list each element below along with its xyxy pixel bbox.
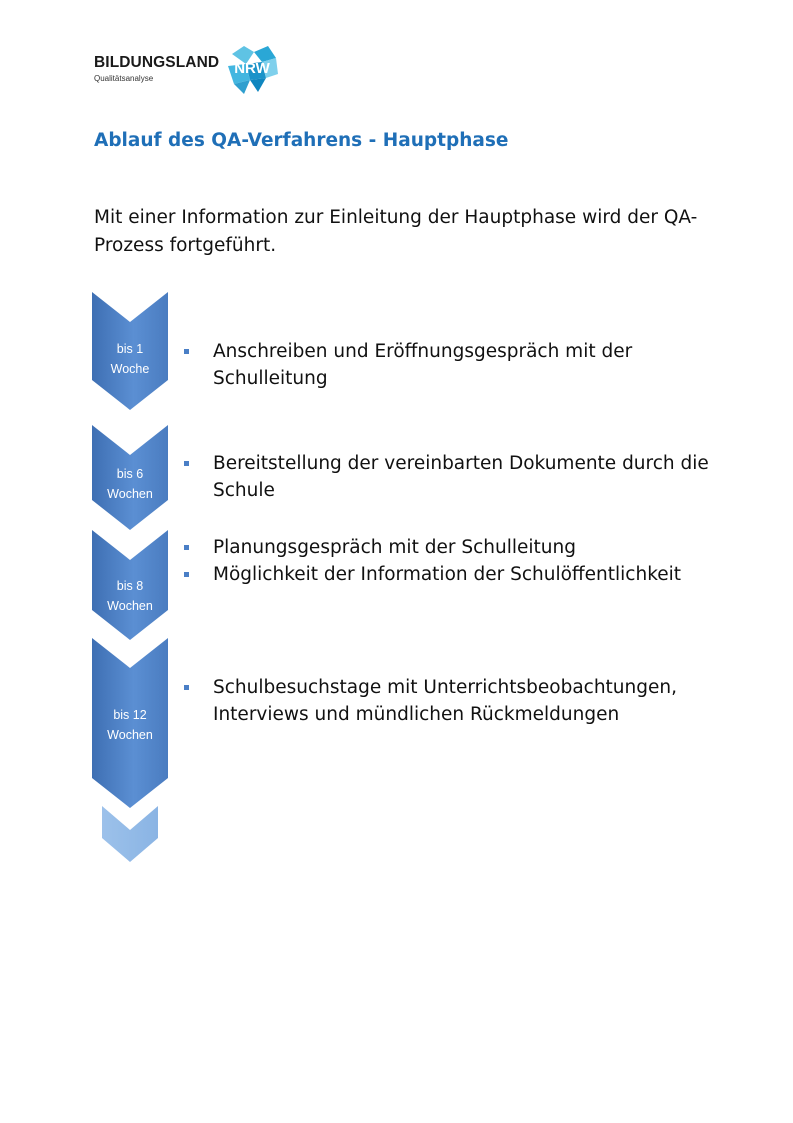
list-item: Schulbesuchstage mit Unterrichtsbeobachtungen, Interviews und mündlichen Rückmeldungen — [182, 674, 742, 728]
list-item: Bereitstellung der vereinbarten Dokumente durch die Schule — [182, 450, 742, 504]
nrw-logo-icon — [224, 44, 280, 96]
list-item: Möglichkeit der Information der Schulöffentlichkeit — [182, 561, 742, 588]
list-item: Anschreiben und Eröffnungsgespräch mit der Schulleitung — [182, 338, 742, 392]
bullet-square-icon — [184, 685, 189, 690]
logo-mark-text: NRW — [234, 60, 270, 77]
logo-subtitle: Qualitätsanalyse — [94, 74, 154, 83]
phase-chevron-end — [102, 806, 158, 862]
logo — [94, 44, 294, 98]
phase-1-list — [182, 338, 742, 392]
bullet-square-icon — [184, 461, 189, 466]
logo-title: BILDUNGSLAND — [94, 54, 220, 71]
phase-label-3: bis 8 Wochen — [107, 579, 153, 613]
phase-label-4: bis 12 Wochen — [107, 708, 153, 742]
intro-text: Mit einer Information zur Einleitung der Hauptphase wird der QA-Prozess fortgeführt. — [94, 207, 698, 256]
phase-2-list — [182, 450, 742, 504]
bullet-square-icon — [184, 572, 189, 577]
bullet-square-icon — [184, 545, 189, 550]
phase-label-1: bis 1 Woche — [110, 342, 150, 376]
phase-4-list — [182, 674, 742, 728]
bullet-square-icon — [184, 349, 189, 354]
phase-label-2: bis 6 Wochen — [107, 467, 153, 501]
phase-3-list — [182, 534, 742, 588]
phase-flow — [92, 292, 168, 872]
page-title: Ablauf des QA-Verfahrens - Hauptphase — [94, 130, 509, 151]
list-item: Planungsgespräch mit der Schulleitung — [182, 534, 742, 561]
